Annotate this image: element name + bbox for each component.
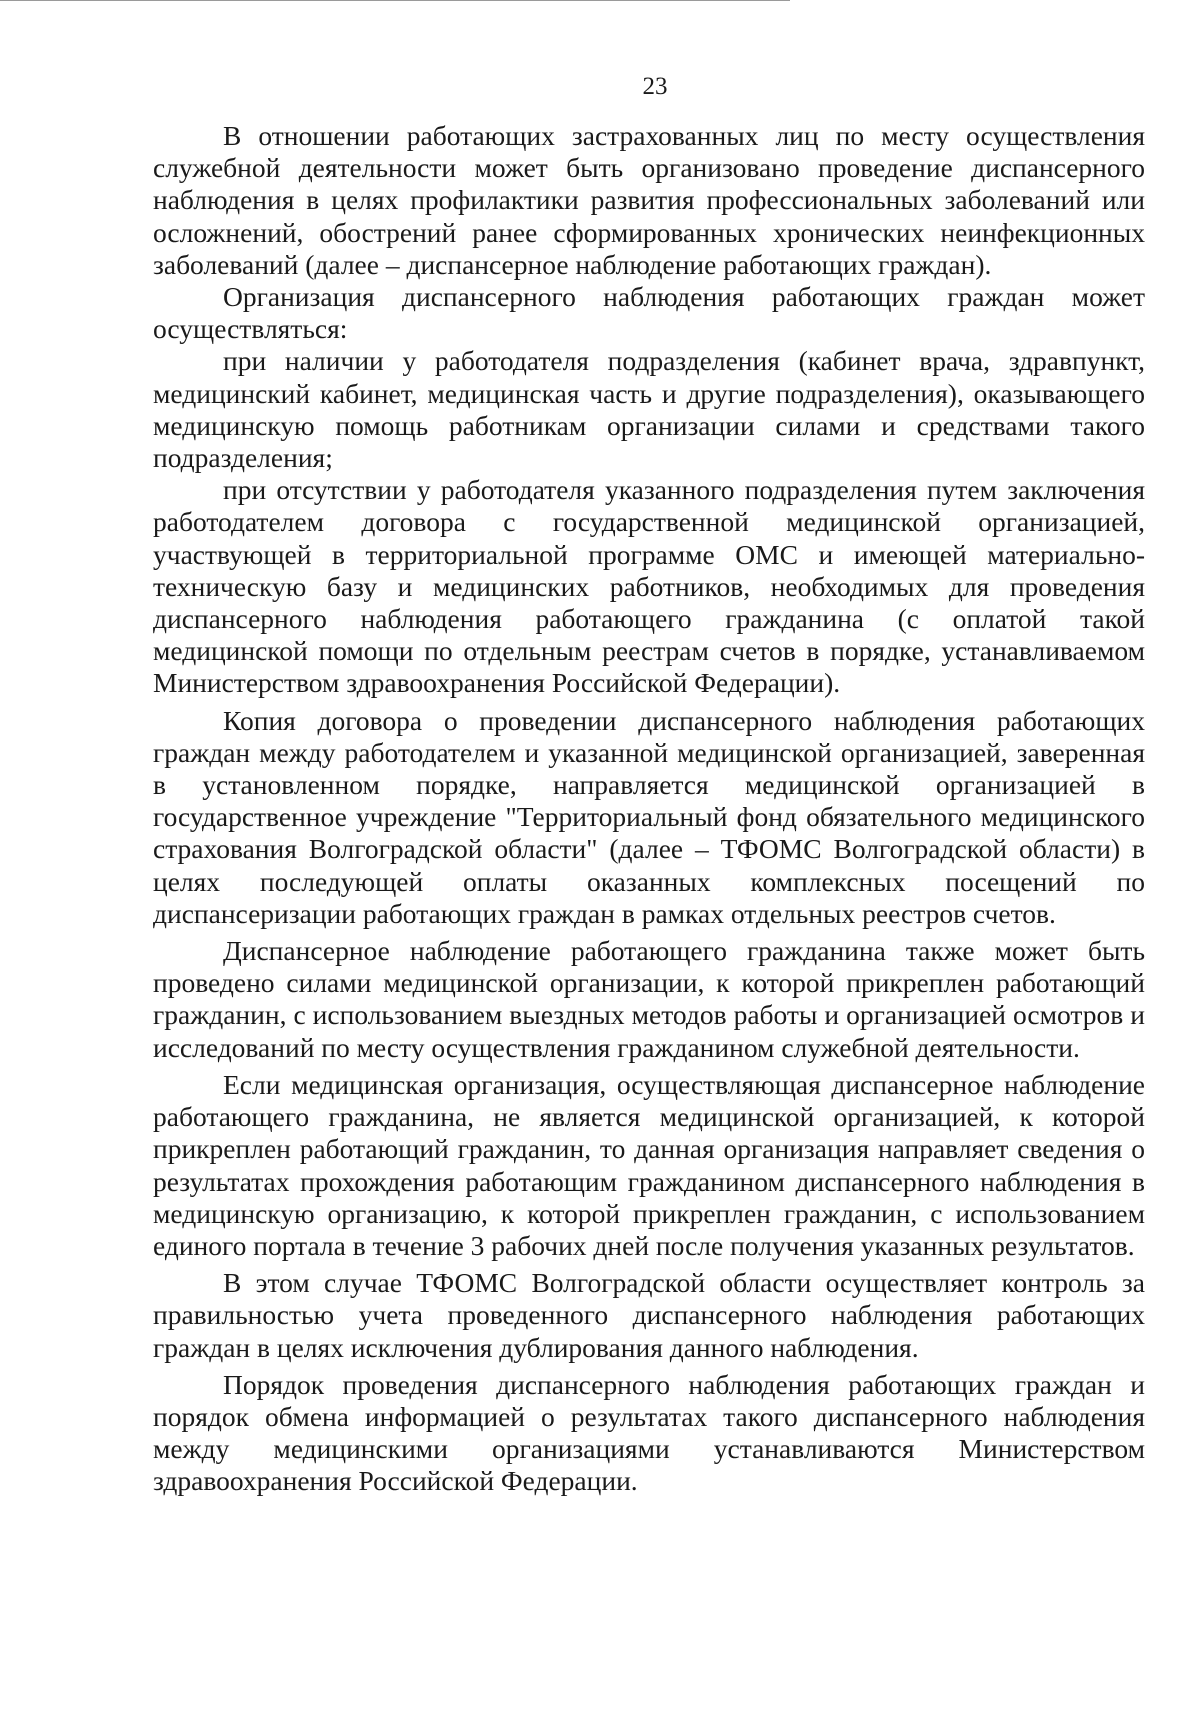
paragraph-7: Если медицинская организация, осуществляющая диспансерное наблюдение работающего гражданина, не является медицинской организацией, к которой прикреплен работающий гражданин, то данная организация направляет сведения о результатах прохождения работающим гражданином диспансерного наблюдения в медицинскую организацию, к которой прикреплен гражданин, с использованием единого портала в течение 3 рабочих дней после получения указанных результатов. <box>153 1068 1145 1261</box>
paragraph-9: Порядок проведения диспансерного наблюдения работающих граждан и порядок обмена информацией о результатах такого диспансерного наблюдения между медицинскими организациями устанавливаются Министерством здравоохранения Российской Федерации. <box>153 1368 1145 1497</box>
paragraph-3: при наличии у работодателя подразделения (кабинет врача, здравпункт, медицинский кабинет, медицинская часть и другие подразделения), оказывающего медицинскую помощь работникам организации силами и средствами такого подразделения; <box>153 345 1145 474</box>
paragraph-8: В этом случае ТФОМС Волгоградской области осуществляет контроль за правильностью учета проведенного диспансерного наблюдения работающих граждан в целях исключения дублирования данного наблюдения. <box>153 1267 1145 1363</box>
paragraph-1: В отношении работающих застрахованных лиц по месту осуществления служебной деятельности может быть организовано проведение диспансерного наблюдения в целях профилактики развития профессиональных заболеваний или осложнений, обострений ранее сформированных хронических неинфекционных заболеваний (далее – диспансерное наблюдение работающих граждан). <box>153 120 1145 280</box>
document-body <box>153 120 1145 1498</box>
paragraph-4: при отсутствии у работодателя указанного подразделения путем заключения работодателем договора с государственной медицинской организацией, участвующей в территориальной программе ОМС и имеющей материально-техническую базу и медицинских работников, необходимых для проведения диспансерного наблюдения работающего гражданина (с оплатой такой медицинской помощи по отдельным реестрам счетов в порядке, устанавливаемом Министерством здравоохранения Российской Федерации). <box>153 474 1145 699</box>
paragraph-6: Диспансерное наблюдение работающего гражданина также может быть проведено силами медицинской организации, к которой прикреплен работающий гражданин, с использованием выездных методов работы и организацией осмотров и исследований по месту осуществления гражданином служебной деятельности. <box>153 935 1145 1063</box>
top-scan-edge <box>0 0 790 1</box>
paragraph-2: Организация диспансерного наблюдения работающих граждан может осуществляться: <box>153 281 1145 345</box>
paragraph-5: Копия договора о проведении диспансерного наблюдения работающих граждан между работодателем и указанной медицинской организацией, заверенная в установленном порядке, направляется медицинской организацией в государственное учреждение "Территориальный фонд обязательного медицинского страхования Волгоградской области" (далее – ТФОМС Волгоградской области) в целях последующей оплаты оказанных комплексных посещений по диспансеризации работающих граждан в рамках отдельных реестров счетов. <box>153 704 1145 929</box>
page-number: 23 <box>642 73 668 100</box>
